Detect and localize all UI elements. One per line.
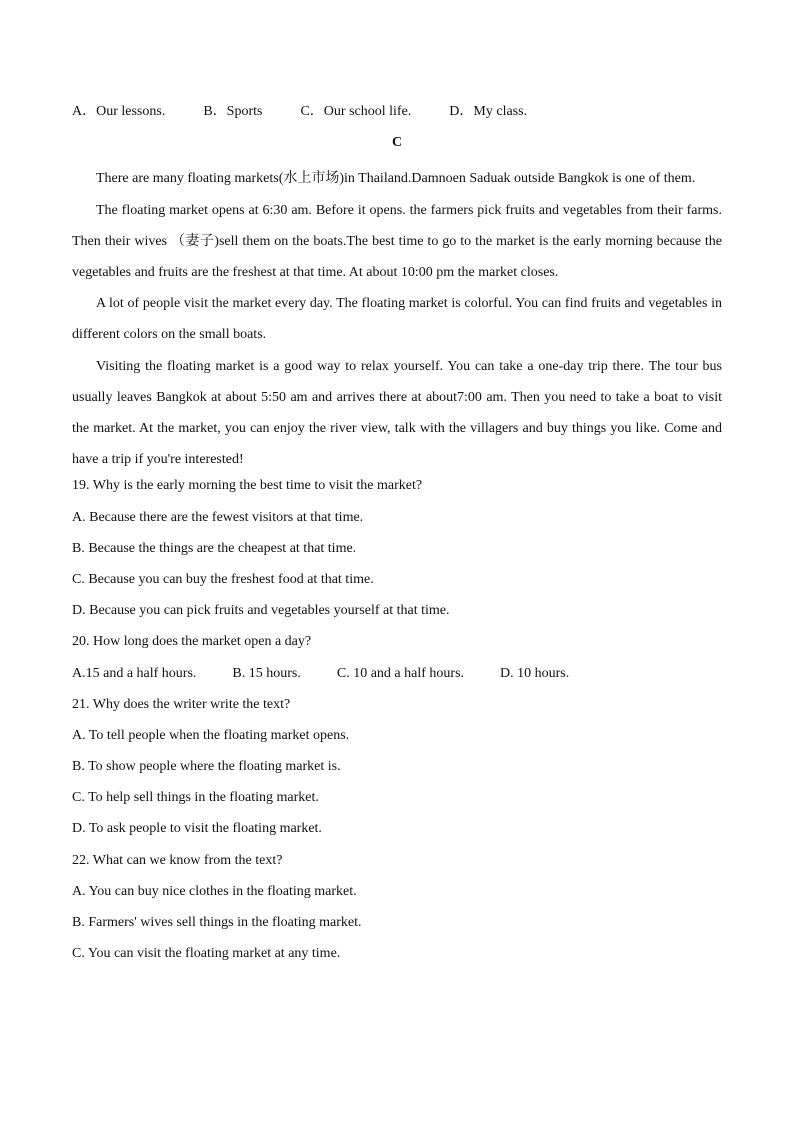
question-stem: 19. Why is the early morning the best time to visit the market?: [72, 478, 423, 494]
option-a: A. Because there are the fewest visitors at that time.: [72, 509, 364, 525]
question-options: [72, 663, 722, 694]
question-stem: 21. Why does the writer write the text?: [72, 696, 291, 712]
option-c: C. You can visit the floating market at any time.: [72, 946, 341, 962]
option-b: B. To show people where the floating market is.: [72, 759, 341, 775]
option-c: C. Because you can buy the freshest food at that time.: [72, 571, 374, 587]
option-a: A. You can buy nice clothes in the floating market.: [72, 883, 357, 899]
question-stem: 22. What can we know from the text?: [72, 852, 283, 868]
passage-paragraph-2: The floating market opens at 6:30 am. Before it opens. the farmers pick fruits and vegetables from their farms. Then their wives （妻子)sell them on the boats.The best time to go to the market is the early morning because the vegetables and fruits are the freshest at that time. At about 10:00 pm the market closes.: [72, 202, 722, 280]
question-19: [72, 475, 722, 631]
option-d: D. To ask people to visit the floating market.: [72, 821, 322, 837]
passage-paragraph-1: There are many floating markets(水上市场)in Thailand.Damnoen Saduak outside Bangkok is one of them.: [96, 171, 696, 187]
section-title: C: [391, 135, 403, 151]
option-d: D. Because you can pick fruits and vegetables yourself at that time.: [72, 603, 450, 619]
option-c: C．Our school life.: [300, 104, 412, 119]
option-a: A．Our lessons.: [72, 104, 166, 119]
passage-paragraph-4: Visiting the floating market is a good way to relax yourself. You can take a one-day trip there. The tour bus usually leaves Bangkok at about 5:50 am and arrives there at about7:00 am. Then you need to take a boat to visit the market. At the market, you can enjoy the river view, talk with the villagers and buy things you like. Come and have a trip if you're interested!: [72, 358, 722, 468]
option-b: B．Sports: [203, 104, 263, 119]
prev-question-options: [72, 101, 722, 132]
option-c: C. 10 and a half hours.: [336, 665, 465, 681]
option-d: D. 10 hours.: [500, 665, 570, 681]
option-c: C. To help sell things in the floating market.: [72, 790, 319, 806]
question-stem: 20. How long does the market open a day?: [72, 634, 312, 650]
passage-paragraph-3: A lot of people visit the market every day. The floating market is colorful. You can find fruits and vegetables in different colors on the small boats.: [72, 296, 722, 343]
option-b: B. Because the things are the cheapest at that time.: [72, 540, 357, 556]
option-b: B. Farmers' wives sell things in the floating market.: [72, 915, 362, 931]
question-22: [72, 850, 722, 975]
option-a: A. To tell people when the floating market opens.: [72, 727, 350, 743]
option-d: D．My class.: [449, 104, 528, 119]
option-b: B. 15 hours.: [232, 665, 301, 681]
question-21: [72, 694, 722, 850]
reading-passage: [72, 163, 722, 475]
exam-page: [72, 101, 722, 974]
question-20: [72, 631, 722, 693]
option-a: A.15 and a half hours.: [72, 665, 197, 681]
